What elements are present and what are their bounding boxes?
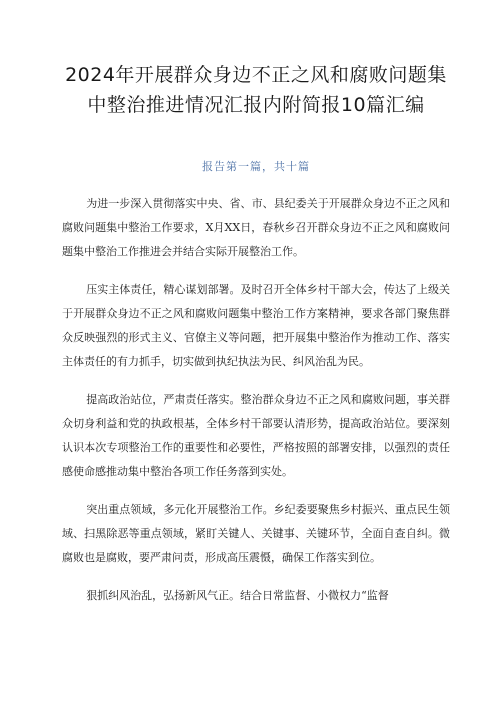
body-paragraph-1: 为进一步深入贯彻落实中央、省、市、县纪委关于开展群众身边不正之风和腐败问题集中整治工作要求，X月XX日，春秋乡召开群众身边不正之风和腐败问题集中整治工作推进会并结合实际开展整治工作。 (62, 197, 450, 258)
body-paragraph-5: 狠抓纠风治乱，弘扬新风气正。结合日常监督、小微权力“监督 (86, 589, 389, 602)
document-title-line-2: 中整治推进情况汇报内附简报10篇汇编 (87, 94, 425, 116)
body-paragraph-4: 突出重点领域，多元化开展整治工作。乡纪委要聚焦乡村振兴、重点民生领域、扫黑除恶等重点领域，紧盯关键人、关键事、关键环节，全面自查自纠。微腐败也是腐败，要严肃问责，形成高压震慑，确保工作落实到位。 (62, 503, 450, 564)
section-title: 报告第一篇，共十篇 (202, 160, 310, 173)
document-title (62, 60, 450, 120)
document-title-line-1: 2024年开展群众身边不正之风和腐败问题集 (65, 64, 447, 86)
body-paragraph-3: 提高政治站位，严肃责任落实。整治群众身边不正之风和腐败问题，事关群众切身利益和党的执政根基，全体乡村干部要认清形势，提高政治站位。要深刻认识本次专项整治工作的重要性和必要性，严格按照的部署安排，以强烈的责任感使命感推动集中整治各项工作任务落到实处。 (62, 393, 450, 478)
body-paragraph-2: 压实主体责任，精心谋划部署。及时召开全体乡村干部大会，传达了上级关于开展群众身边不正之风和腐败问题集中整治工作方案精神，要求各部门聚焦群众反映强烈的形式主义、官僚主义等问题，把开展集中整治作为推动工作、落实主体责任的有力抓手，切实做到执纪执法为民、纠风治乱为民。 (62, 283, 450, 368)
